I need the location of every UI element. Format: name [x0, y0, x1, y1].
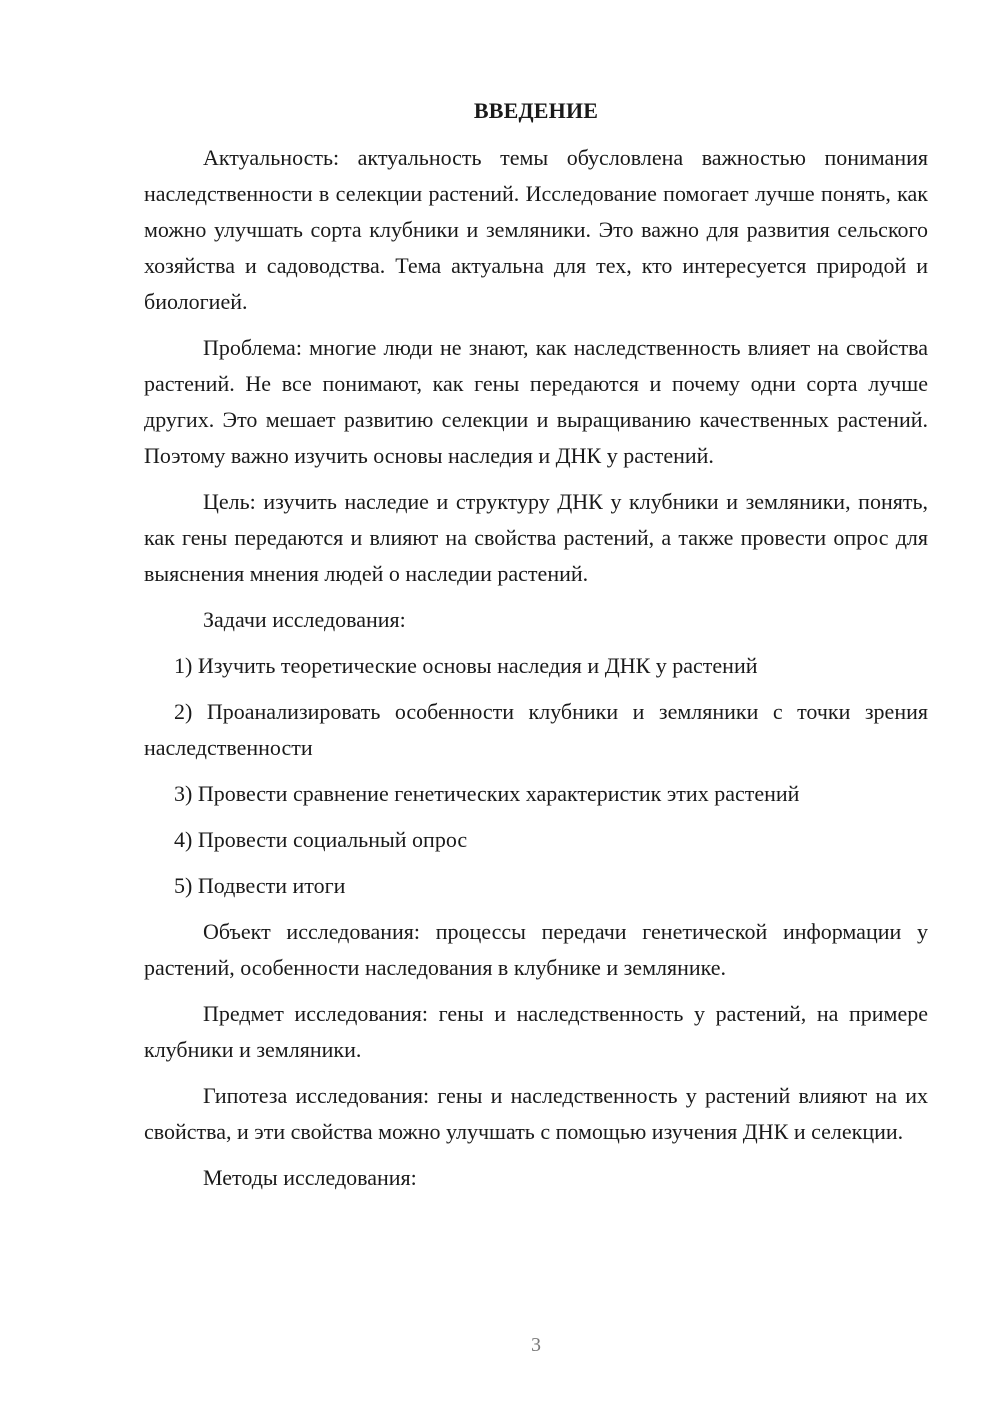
tasks-heading: Задачи исследования: — [203, 607, 406, 632]
list-item: 4) Провести социальный опрос — [174, 827, 468, 852]
paragraph-problem: Проблема: многие люди не знают, как наследственность влияет на свойства растений. Не все понимают, как гены передаются и почему одни сорта лучше других. Это мешает развитию селекции и выращиванию качественных растений. Поэтому важно изучить основы наследия и ДНК у растений. — [144, 335, 928, 468]
paragraph-goal: Цель: изучить наследие и структуру ДНК у клубники и земляники, понять, как гены передаются и влияют на свойства растений, а также провести опрос для выяснения мнения людей о наследии растений. — [144, 489, 928, 586]
tasks-list — [144, 648, 928, 904]
paragraph-object: Объект исследования: процессы передачи генетической информации у растений, особенности наследования в клубнике и землянике. — [144, 919, 928, 980]
paragraph-relevance: Актуальность: актуальность темы обусловлена важностью понимания наследственности в селекции растений. Исследование помогает лучше понять, как можно улучшать сорта клубники и земляники. Это важно для развития сельского хозяйства и садоводства. Тема актуальна для тех, кто интересуется природой и биологией. — [144, 145, 928, 314]
list-item: 2) Проанализировать особенности клубники и земляники с точки зрения наследственности — [144, 699, 928, 760]
list-item: 3) Провести сравнение генетических характеристик этих растений — [174, 781, 800, 806]
page-number: 3 — [531, 1334, 541, 1356]
paragraph-hypothesis: Гипотеза исследования: гены и наследственность у растений влияют на их свойства, и эти свойства можно улучшать с помощью изучения ДНК и селекции. — [144, 1083, 928, 1144]
list-item: 1) Изучить теоретические основы наследия и ДНК у растений — [174, 653, 758, 678]
list-item: 5) Подвести итоги — [174, 873, 346, 898]
paragraph-subject: Предмет исследования: гены и наследственность у растений, на примере клубники и земляники. — [144, 1001, 928, 1062]
section-title: ВВЕДЕНИЕ — [473, 98, 599, 123]
document-body — [144, 96, 928, 1206]
methods-heading: Методы исследования: — [203, 1165, 417, 1190]
